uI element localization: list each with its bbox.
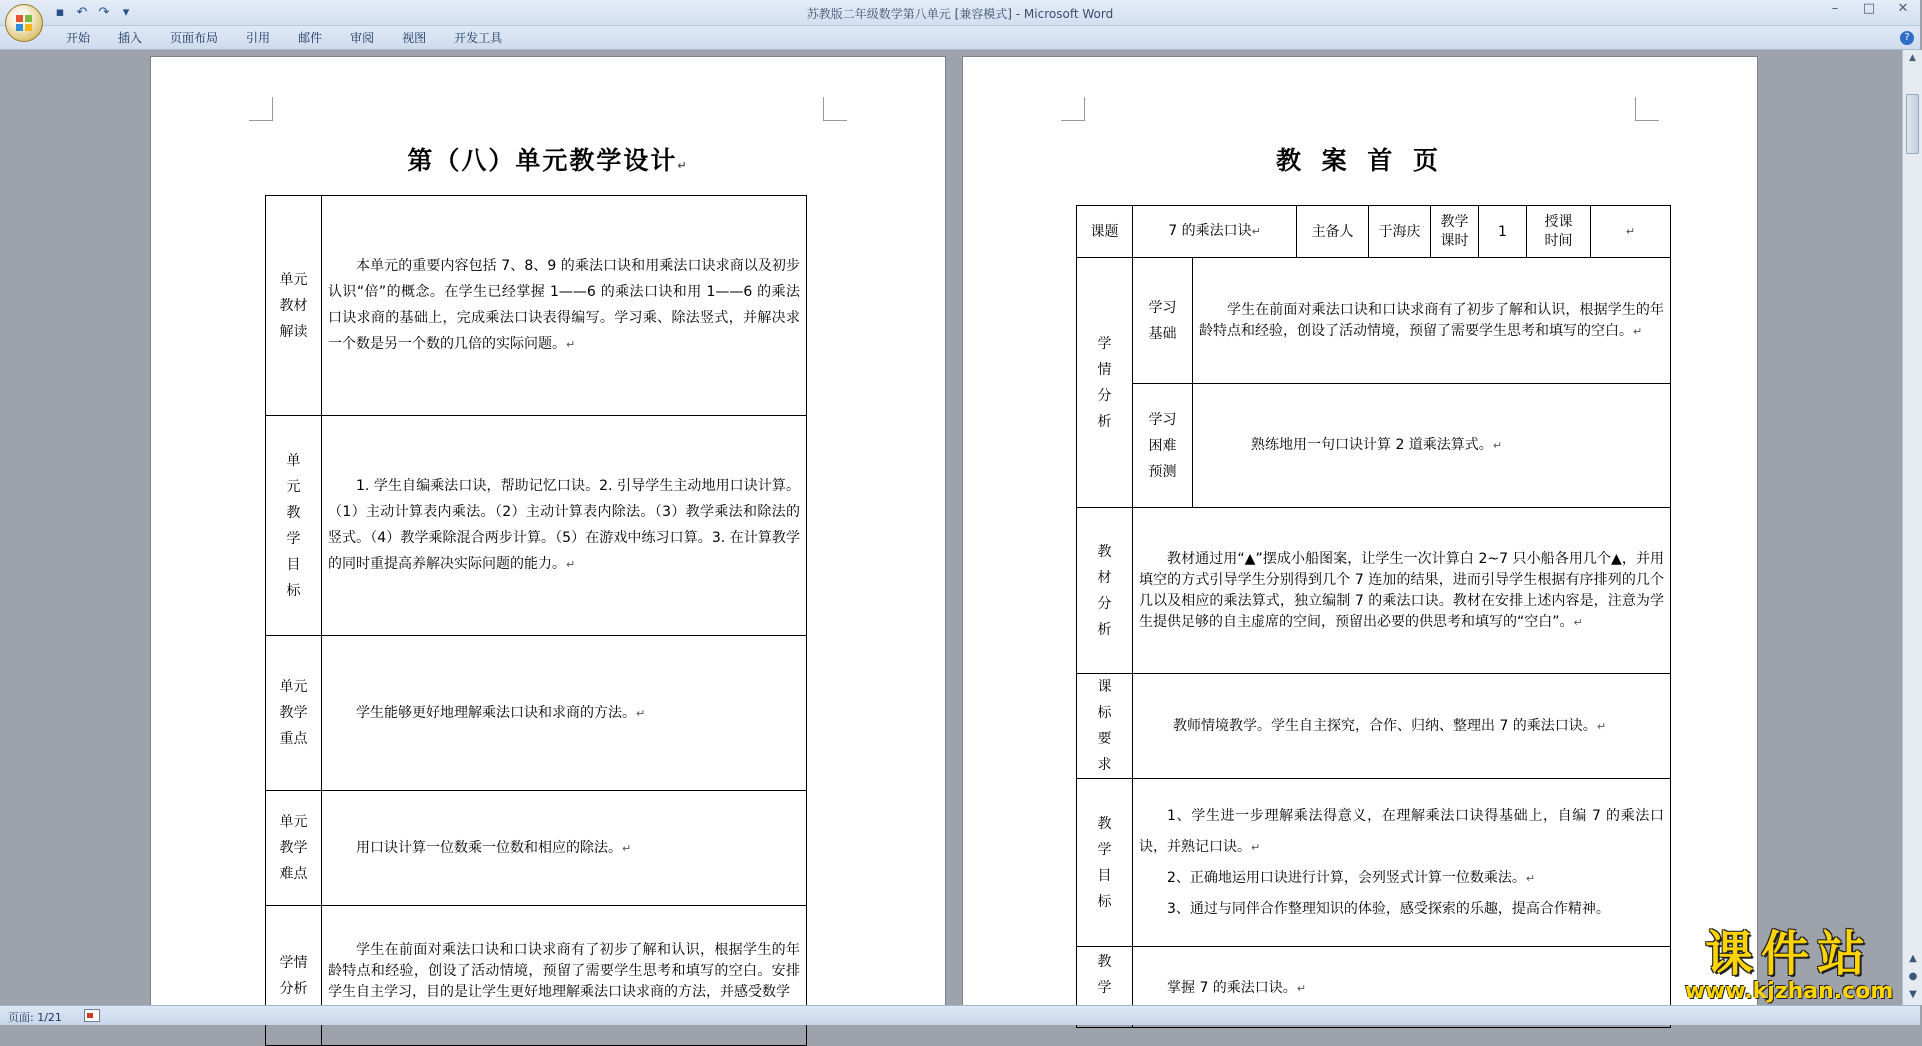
row-text: 学生能够更好地理解乘法口诀和求商的方法。↵ xyxy=(322,636,807,791)
difficulty-text: 熟练地用一句口诀计算 2 道乘法算式。↵ xyxy=(1193,384,1671,508)
scroll-thumb[interactable] xyxy=(1906,94,1919,154)
goal-item: 2、正确地运用口诀进行计算，会列竖式计算一位数乘法。↵ xyxy=(1167,869,1536,886)
title-bar xyxy=(0,0,1920,26)
row-text: 1. 学生自编乘法口诀，帮助记忆口诀。2. 引导学生主动地用口诀计算。（1）主动计算表内乘法。（2）主动计算表内除法。（3）教学乘法和除法的竖式。（4）教学乘除混合两步计算。（5）在游戏中练习口算。3. 在计算教学的同时重提高养解决实际问题的能力。↵ xyxy=(322,416,807,636)
tab-view[interactable]: 视图 xyxy=(402,31,427,45)
curriculum-label: 课 标 要 求 xyxy=(1077,674,1133,779)
next-page-icon[interactable]: ▼ xyxy=(1909,989,1917,1000)
save-icon[interactable]: ▪ xyxy=(55,5,65,20)
redo-icon[interactable]: ↷ xyxy=(98,5,110,20)
tab-mailings[interactable]: 邮件 xyxy=(298,31,323,45)
row-label: 单元 教学 难点 xyxy=(266,791,322,906)
textbook-analysis-text: 教材通过用“▲”摆成小船图案，让学生一次计算白 2~7 只小船各用几个▲，并用填空的方式引导学生分别得到几个 7 连加的结果，进而引导学生根据有序排列的几个几以及相应的乘法算式，独立编制 7 的乘法口诀。教材在安排上述内容是，注意为学生提供足够的自主虚席的空间，预留出必要的供思考和填写的“空白”。↵ xyxy=(1133,508,1671,674)
browse-object-icon[interactable]: ● xyxy=(1908,971,1918,982)
tab-review[interactable]: 审阅 xyxy=(350,31,375,45)
margin-corner-mark xyxy=(1635,97,1659,121)
window-controls xyxy=(1818,0,1920,20)
ribbon-tabs xyxy=(52,30,516,46)
table-row xyxy=(266,196,807,416)
table-row xyxy=(1077,206,1671,258)
topic-label: 课题 xyxy=(1077,206,1133,258)
table-row xyxy=(1077,384,1671,508)
office-logo-icon xyxy=(14,13,34,33)
page-indicator[interactable]: 页面: 1/21 xyxy=(8,1011,62,1024)
proofing-icon[interactable] xyxy=(84,1009,100,1022)
vertical-scrollbar[interactable] xyxy=(1902,50,1922,1005)
hours-value: 1 xyxy=(1479,206,1527,258)
row-text: 学生在前面对乘法口诀和口诀求商有了初步了解和认识，根据学生的年龄特点和经验，创设了活动情境，预留了需要学生思考和填写的空白。安排学生自主学习，目的是让学生更好地理解乘法口诀求商的方法，并感受数学 xyxy=(322,906,807,1046)
close-button[interactable]: ✕ xyxy=(1897,1,1909,16)
prev-page-icon[interactable]: ▲ xyxy=(1909,953,1917,964)
site-watermark xyxy=(1678,928,1900,1004)
window-title: 苏教版二年级数学第八单元 [兼容模式] - Microsoft Word xyxy=(806,7,1114,21)
document-page-right[interactable] xyxy=(962,56,1758,1016)
row-label: 单元 教材 解读 xyxy=(266,196,322,416)
minimize-button[interactable]: – xyxy=(1831,1,1839,16)
goal-item: 1、学生进一步理解乘法得意义，在理解乘法口诀得基础上，自编 7 的乘法口诀，并熟记口诀。↵ xyxy=(1139,807,1665,855)
row-text: 用口诀计算一位数乘一位数和相应的除法。↵ xyxy=(322,791,807,906)
lead-label: 主备人 xyxy=(1297,206,1369,258)
unit-design-table xyxy=(265,195,807,1046)
row-label: 单 元 教 学 目 标 xyxy=(266,416,322,636)
goal-item: 3、通过与同伴合作整理知识的体验，感受探索的乐趣，提高合作精神。 xyxy=(1167,900,1610,917)
textbook-analysis-label: 教 材 分 析 xyxy=(1077,508,1133,674)
lesson-plan-table xyxy=(1076,205,1671,1028)
key-points-label: 教 学 xyxy=(1077,947,1133,1028)
row-text: 本单元的重要内容包括 7、8、9 的乘法口诀和用乘法口诀求商以及初步认识“倍”的概念。在学生已经掌握 1——6 的乘法口诀和用 1——6 的乘法口诀求商的基础上，完成乘法口诀表得编写。学习乘、除法竖式，并解决求一个数是另一个数的几倍的实际问题。↵ xyxy=(322,196,807,416)
table-row xyxy=(1077,508,1671,674)
tab-insert[interactable]: 插入 xyxy=(118,31,143,45)
tab-developer[interactable]: 开发工具 xyxy=(454,31,503,45)
tab-home[interactable]: 开始 xyxy=(66,31,91,45)
margin-corner-mark xyxy=(1061,97,1085,121)
teaching-goals-text xyxy=(1133,779,1671,947)
row-label: 单元 教学 重点 xyxy=(266,636,322,791)
margin-corner-mark xyxy=(249,97,273,121)
hours-label: 教学 课时 xyxy=(1431,206,1479,258)
document-page-left[interactable] xyxy=(150,56,946,1016)
learning-basis-label: 学习 基础 xyxy=(1133,258,1193,384)
teaching-goals-label: 教 学 目 标 xyxy=(1077,779,1133,947)
key-points-text: 掌握 7 的乘法口诀。↵ xyxy=(1133,947,1671,1028)
status-bar xyxy=(0,1005,1920,1025)
table-row xyxy=(266,791,807,906)
curriculum-text: 教师情境教学。学生自主探究，合作、归纳、整理出 7 的乘法口诀。↵ xyxy=(1133,674,1671,779)
table-row xyxy=(266,416,807,636)
tab-page-layout[interactable]: 页面布局 xyxy=(170,31,219,45)
learning-basis-text: 学生在前面对乘法口诀和口诀求商有了初步了解和认识，根据学生的年龄特点和经验，创设了活动情境，预留了需要学生思考和填写的空白。↵ xyxy=(1193,258,1671,384)
time-label: 授课 时间 xyxy=(1527,206,1591,258)
help-icon[interactable]: ? xyxy=(1900,31,1914,45)
customize-qat-icon[interactable]: ▾ xyxy=(122,5,130,20)
table-row xyxy=(1077,674,1671,779)
table-row xyxy=(1077,258,1671,384)
page-title: 第（八）单元教学设计↵ xyxy=(407,146,689,175)
undo-icon[interactable]: ↶ xyxy=(76,5,88,20)
document-workspace xyxy=(0,50,1900,1005)
maximize-button[interactable]: □ xyxy=(1862,1,1876,16)
watermark-title: 课件站 xyxy=(1704,926,1873,982)
office-button[interactable] xyxy=(5,4,43,42)
student-analysis-label: 学 情 分 析 xyxy=(1077,258,1133,508)
ribbon-tabs-bar xyxy=(0,26,1920,50)
lead-value: 于海庆 xyxy=(1369,206,1431,258)
tab-references[interactable]: 引用 xyxy=(246,31,271,45)
watermark-url: www.kjzhan.com xyxy=(1684,979,1894,1004)
table-row xyxy=(266,636,807,791)
topic-value: 7 的乘法口诀↵ xyxy=(1133,206,1297,258)
time-value: ↵ xyxy=(1591,206,1671,258)
row-label: 学情 分析 xyxy=(266,906,322,1046)
margin-corner-mark xyxy=(823,97,847,121)
table-row xyxy=(1077,779,1671,947)
page-title: 教 案 首 页 xyxy=(1275,146,1445,175)
scroll-up-icon[interactable]: ▲ xyxy=(1909,53,1916,63)
difficulty-label: 学习 困难 预测 xyxy=(1133,384,1193,508)
